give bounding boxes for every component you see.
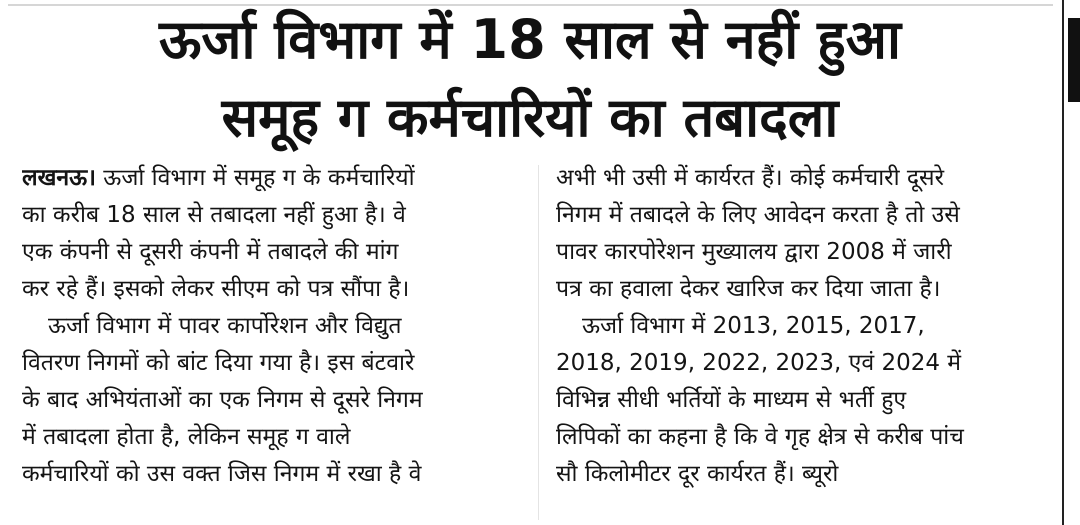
article-line: में तबादला होता है, लेकिन समूह ग वाले: [22, 424, 351, 450]
article-line: 2018, 2019, 2022, 2023, एवं 2024 में: [556, 350, 962, 376]
article-line: के बाद अभियंताओं का एक निगम से दूसरे निगम: [22, 387, 423, 413]
article-line: सौ किलोमीटर दूर कार्यरत हैं। ब्यूरो: [556, 461, 839, 487]
adjacent-column-block: [1068, 18, 1080, 102]
article-line: एक कंपनी से दूसरी कंपनी में तबादले की मांग: [22, 239, 399, 265]
dateline: लखनऊ।: [22, 165, 96, 191]
article-line: ऊर्जा विभाग में पावर कार्पोरेशन और विद्युत: [48, 313, 402, 339]
article-line: पावर कारपोरेशन मुख्यालय द्वारा 2008 में जारी: [556, 239, 952, 265]
headline-line-1: ऊर्जा विभाग में 18 साल से नहीं हुआ: [159, 8, 901, 71]
top-rule: [8, 4, 1053, 6]
adjacent-column-rule: [1062, 0, 1064, 525]
article-column-right: [556, 160, 1056, 493]
article-column-left: [22, 160, 522, 493]
article-line: का करीब 18 साल से तबादला नहीं हुआ है। वे: [22, 202, 406, 228]
article-line: अभी भी उसी में कार्यरत हैं। कोई कर्मचारी दूसरे: [556, 165, 945, 191]
article-line: वितरण निगमों को बांट दिया गया है। इस बंटवारे: [22, 350, 415, 376]
article-line: पत्र का हवाला देकर खारिज कर दिया जाता है।: [556, 276, 941, 302]
article-line: ऊर्जा विभाग में 2013, 2015, 2017,: [582, 313, 925, 339]
article-line: लिपिकों का कहना है कि वे गृह क्षेत्र से करीब पांच: [556, 424, 964, 450]
article-line: कर्मचारियों को उस वक्त जिस निगम में रखा है वे: [22, 461, 422, 487]
headline-line-2: समूह ग कर्मचारियों का तबादला: [221, 86, 839, 149]
article-line: कर रहे हैं। इसको लेकर सीएम को पत्र सौंपा है।: [22, 276, 410, 302]
article-line: निगम में तबादले के लिए आवेदन करता है तो उसे: [556, 202, 960, 228]
column-divider: [538, 165, 539, 520]
article-line: विभिन्न सीधी भर्तियों के माध्यम से भर्ती हुए: [556, 387, 907, 413]
article-line-text: ऊर्जा विभाग में समूह ग के कर्मचारियों: [95, 165, 415, 191]
article-line: [22, 160, 522, 197]
